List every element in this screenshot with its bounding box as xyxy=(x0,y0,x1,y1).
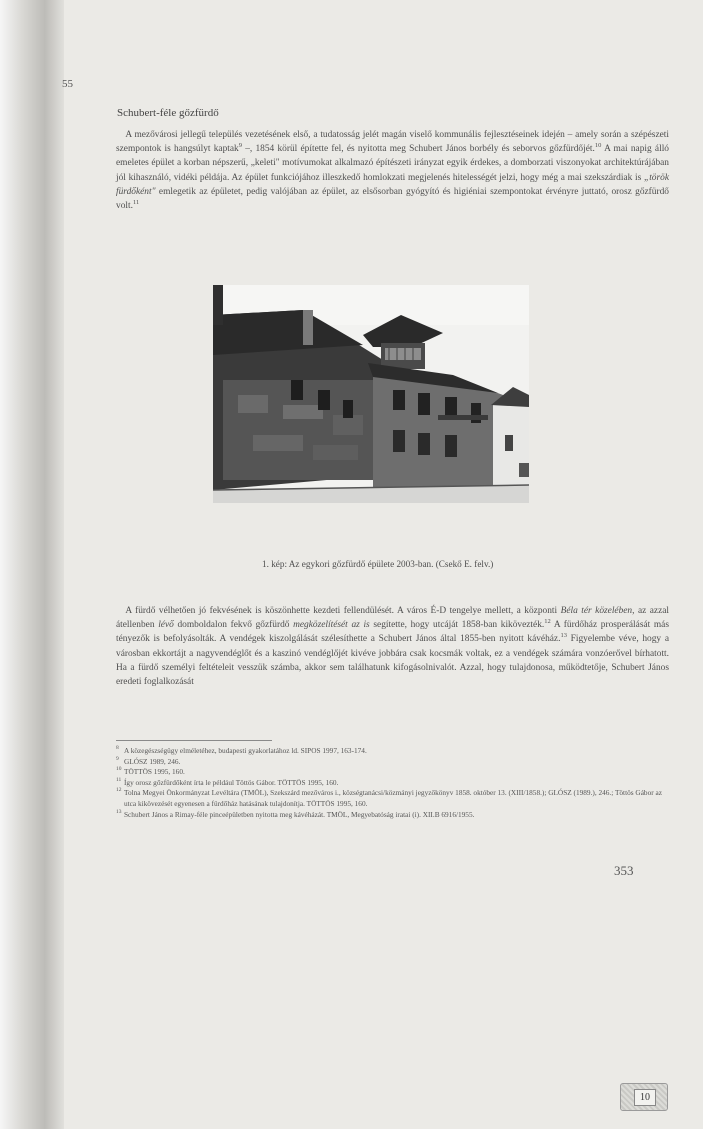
footnote-number: 9 xyxy=(116,755,119,762)
photo-caption: 1. kép: Az egykori gőzfürdő épülete 2003-ban. (Csekő E. felv.) xyxy=(262,559,494,569)
paragraph-intro xyxy=(116,128,669,213)
para2-italic-2: lévő xyxy=(158,620,174,631)
section-tab-number: 10 xyxy=(634,1089,656,1106)
footnote-number: 10 xyxy=(116,766,122,773)
paragraph-location xyxy=(116,604,669,689)
footnote-10 xyxy=(116,767,669,778)
footnote-rule xyxy=(116,740,272,741)
para2-italic-3: megközelítését az is xyxy=(293,620,370,631)
para2-text-e: A fürdőház prosperálását más tényezők is befolyásolták. A vendégek kiszolgálását szélesíthette a Schubert János által 1855-ben nyitott kávéház. xyxy=(116,620,669,645)
para2-text-d: segítette, hogy utcáját 1858-ban kikövezték. xyxy=(369,620,545,631)
para1-text-b: –, 1854 körül építette fel, és nyitotta meg Schubert János borbély és seborvos gőzfürdőjét. xyxy=(241,144,595,155)
footnote-text: Schubert János a Rimay-féle pinceépületben nyitotta meg kávéházát. TMÖL, Megyebatóság iratai (i). XII.B 6916/1955. xyxy=(124,809,475,819)
section-title: Schubert-féle gőzfürdő xyxy=(117,107,219,119)
bathhouse-photo xyxy=(213,285,529,503)
para2-text-b: , az azzal átellenben xyxy=(116,606,669,631)
para2-text-c: domboldalon fekvő gőzfürdő xyxy=(173,620,294,631)
para1-text-d: emlegetik az épületet, pedig valójában az épület, az elsősorban gyógyító és higiéniai szempontokat érvényre juttató, orosz gőzfürdő volt. xyxy=(116,186,669,212)
footnote-text: GLÓSZ 1989, 246. xyxy=(124,756,181,766)
footnote-8 xyxy=(116,746,669,757)
footnote-ref-9[interactable]: 9 xyxy=(238,142,242,150)
footnote-ref-10[interactable]: 10 xyxy=(594,142,602,150)
footnote-ref-12[interactable]: 12 xyxy=(544,618,551,626)
section-tab-badge[interactable] xyxy=(620,1083,668,1111)
para2-italic-1: Béla tér közelében xyxy=(560,606,633,616)
footnote-text: Tolna Megyei Önkormányzat Levéltára (TMÖL), Szekszárd mezőváros i., községtanácsi/közmányi jegyzőkönyv 1858. október 13. (XIII/1858.); GLÓSZ (1989.), 246.; Töttös Gábor az utca kikövezését egyenesen a fürdőház hatásának tulajdonítja. TÖTTÖS 1995, 160. xyxy=(124,788,662,808)
footnote-11 xyxy=(116,778,669,789)
footnote-9 xyxy=(116,757,669,768)
footnote-text: TÖTTÖS 1995, 160. xyxy=(124,767,185,777)
page-corner-mark: 55 xyxy=(62,78,73,90)
para1-italic: „török fürdőként" xyxy=(116,172,669,197)
footnote-ref-13[interactable]: 13 xyxy=(560,632,567,640)
footnote-13 xyxy=(116,810,669,821)
footnotes xyxy=(116,746,669,820)
footnote-number: 8 xyxy=(116,745,119,751)
para2-text-a: A fürdő vélhetően jó fekvésének is köszönhette kezdeti fellendülését. A város É-D tengelye mellett, a központi xyxy=(125,606,561,616)
para1-text-c: A mai napig álló emeletes épület a korban népszerű, „keleti" motívumokat alkalmazó építészeti irányzat egyik érdekes, a domborzati viszonyokat architektúrájában jól kihasználó, vidéki példája. Az épület funkciójához illeszkedő homlokzati megjelenés hitelességét jelzi, hogy még a mai szekszárdiak is xyxy=(116,144,669,183)
binding-shadow xyxy=(0,0,64,1129)
footnote-ref-11[interactable]: 11 xyxy=(132,199,140,207)
footnote-text: A közegészségügy elméletéhez, budapesti gyakorlatához ld. SIPOS 1997, 163-174. xyxy=(124,746,367,755)
footnote-12 xyxy=(116,788,669,809)
para2-text-f: Figyelembe véve, hogy a városban ekkortájt a nagyvendéglőt és a kaszinó vendéglőjét kivéve jobbára csak kocsmák voltak, ez a vendégek számára vonzóerővel bírhatott. Ha a fürdő személyi feltételeit vesszük számba, akkor sem találhatunk kifogásolnivalót. Azzal, hogy tulajdonosa, működtetője, Schubert János eredeti foglalkozását xyxy=(116,634,669,688)
page-number: 353 xyxy=(614,863,634,878)
footnote-number: 11 xyxy=(116,776,122,783)
footnote-text: Így orosz gőzfürdőként írta le például Töttös Gábor. TÖTTÖS 1995, 160. xyxy=(124,777,339,787)
footnote-number: 12 xyxy=(116,787,122,794)
footnote-number: 13 xyxy=(116,808,122,815)
para1-text-a: A mezővárosi jellegű település vezetésének első, a tudatosság jelét magán viselő kommunális fejlesztéseinek idején – amely során a szépészeti szempontok is hangsúlyt kaptak xyxy=(116,130,669,155)
